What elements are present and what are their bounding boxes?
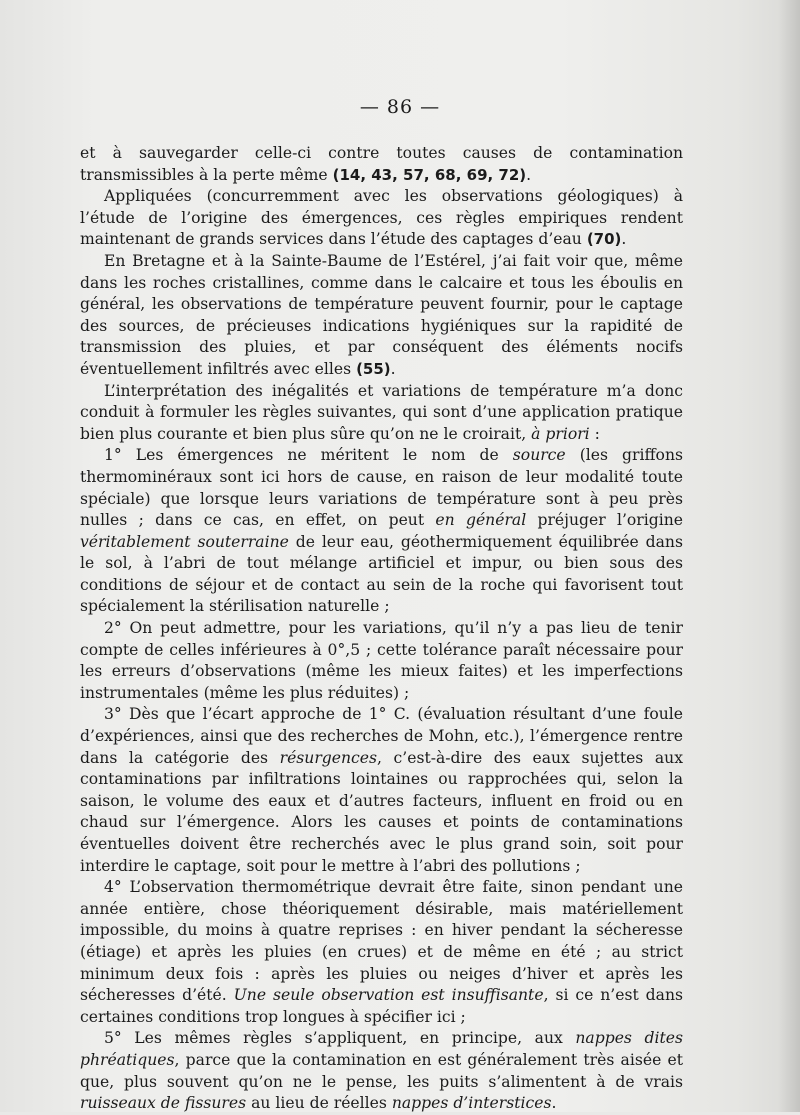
rule-2: 2° On peut admettre, pour les variations, qu’il n’y a pas lieu de tenir compte de celles inférieures à 0°,5 ; cette tolérance paraît nécessaire pour les erreurs d’observations (même les mieux faites) et les imperfections instrumentales (même les plus réduites) ; [80, 619, 683, 702]
italic-term: en général [435, 511, 527, 530]
italic-term: source [512, 446, 566, 465]
body-text [80, 143, 683, 1115]
italic-term: nappes d’interstices [391, 1094, 552, 1113]
italic-term: Une seule observation est insuffisante [233, 986, 544, 1005]
page-edge-shadow [778, 0, 800, 1112]
paragraph-4: L’interprétation des inégalités et variations de température m’a donc conduit à formuler les règles suivantes, qui sont d’une application pratique bien plus courante et bien plus sûre qu’on ne le croirait, à priori : [80, 381, 683, 443]
italic-term: nappes dites phréatiques [80, 1029, 683, 1069]
rule-1: 1° Les émergences ne méritent le nom de source (les griffons thermominéraux sont ici hors de cause, en raison de leur modalité toute spéciale) que lorsque leurs variations de température sont à peu près nulles ; dans ce cas, en effet, on peut en général préjuger l’origine véritablement souterraine de leur eau, géothermiquement équilibrée dans le sol, à l’abri de tout mélange artificiel et impur, ou bien sous des conditions de séjour et de contact au sein de la roche qui favorisent tout spécialement la stérilisation naturelle ; [80, 446, 683, 616]
italic-term: résurgences [279, 748, 378, 767]
page-number: — 86 — [359, 96, 441, 118]
reference-numbers: (70) [586, 230, 622, 249]
italic-term: véritablement souterraine [80, 532, 289, 551]
rule-5: 5° Les mêmes règles s’appliquent, en principe, aux nappes dites phréatiques, parce que la contamination en est généralement très aisée et que, plus souvent qu’on ne le pense, les puits s’alimentent à de vrais ruisseaux de fissures au lieu de réelles nappes d’interstices. [80, 1029, 683, 1113]
italic-term: à priori [531, 424, 590, 443]
reference-numbers: (14, 43, 57, 68, 69, 72) [332, 165, 527, 184]
rule-3: 3° Dès que l’écart approche de 1° C. (évaluation résultant d’une foule d’expériences, ainsi que des recherches de Mohn, etc.), l’émergence rentre dans la catégorie des résurgences, c’est-à-dire des eaux sujettes aux contaminations par infiltrations lointaines ou rapprochées qui, selon la saison, le volume des eaux et d’autres facteurs, influent en froid ou en chaud sur l’émergence. Alors les causes et points de contaminations éventuelles doivent être recherchés avec le plus grand soin, soit pour interdire le captage, soit pour le mettre à l’abri des pollutions ; [80, 705, 683, 875]
rule-4: 4° L’observation thermométrique devrait être faite, sinon pendant une année entière, chose théoriquement désirable, mais matériellement impossible, du moins à quatre reprises : en hiver pendant la sécheresse (étiage) et après les pluies (en crues) et de même en été ; au strict minimum deux fois : après les pluies ou neiges d’hiver et après les sécheresses d’été. Une seule observation est insuffisante, si ce n’est dans certaines conditions trop longues à spécifier ici ; [80, 878, 684, 1026]
paragraph-3: En Bretagne et à la Sainte-Baume de l’Estérel, j’ai fait voir que, même dans les roches cristallines, comme dans le calcaire et tous les éboulis en général, les observations de température peuvent fournir, pour le captage des sources, de précieuses indications hygiéniques sur la rapidité de transmission des pluies, et par conséquent des éléments nocifs éventuellement infiltrés avec elles (55). [80, 251, 683, 378]
paragraph-2: Appliquées (concurremment avec les observations géologiques) à l’étude de l’origine des émergences, ces règles empiriques rendent maintenant de grands services dans l’étude des captages d’eau (70). [80, 187, 683, 249]
reference-numbers: (55) [356, 359, 391, 378]
italic-term: ruisseaux de fissures [80, 1094, 247, 1113]
paragraph-1: et à sauvegarder celle-ci contre toutes causes de contamination transmissibles à la perte même (14, 43, 57, 68, 69, 72). [80, 144, 683, 184]
